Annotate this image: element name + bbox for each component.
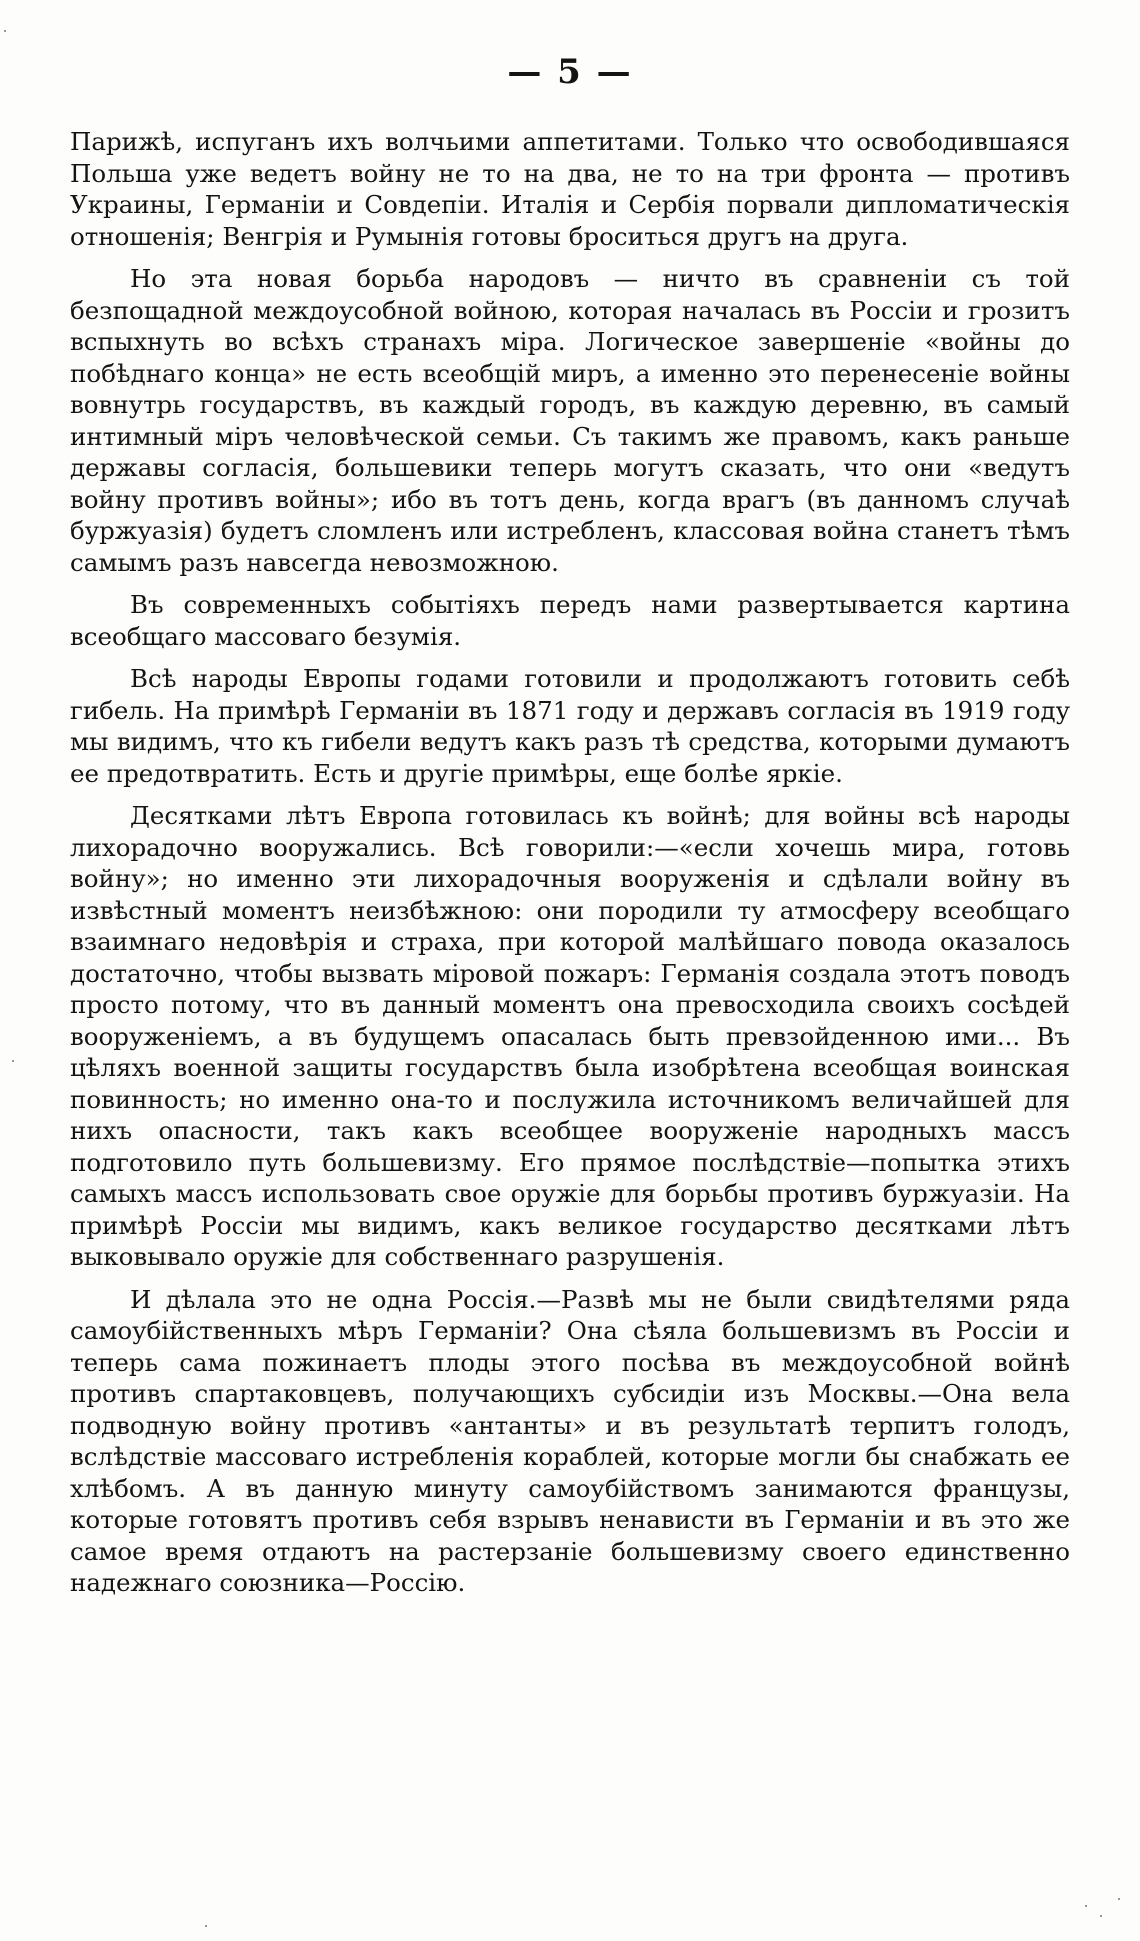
paragraph: Но эта новая борьба народовъ — ничто въ сравненіи съ той безпощадной междоусобной войною, которая началась въ Россіи и грозитъ вспыхнуть во всѣхъ странахъ міра. Логическое завершеніе «войны до побѣднаго конца» не есть всеобщій миръ, а именно это перенесеніе войны вовнутрь государствъ, въ каждый городъ, въ каждую деревню, въ самый интимный міръ человѣческой семьи. Съ такимъ же правомъ, какъ раньше державы согласія, большевики теперь могутъ сказать, что они «ведутъ войну противъ войны»; ибо въ тотъ день, когда врагъ (въ данномъ случаѣ буржуазія) будетъ сломленъ или истребленъ, классовая война станетъ тѣмъ самымъ разъ навсегда невозможною.	[70, 264, 1070, 577]
scan-speck	[1085, 1905, 1087, 1907]
body-text	[70, 126, 1070, 1610]
scan-speck	[4, 30, 6, 32]
paragraph-continuation: Парижѣ, испуганъ ихъ волчьими аппетитами. Только что освободившаяся Польша уже ведетъ войну не то на два, не то на три фронта — противъ Украины, Германіи и Совдепіи. Италія и Сербія порвали дипломатическія отношенія; Венгрія и Румынія готовы броситься другъ на друга.	[70, 127, 1070, 251]
paragraph: Всѣ народы Европы годами готовили и продолжаютъ готовить себѣ гибель. На примѣрѣ Германіи въ 1871 году и державъ согласія въ 1919 году мы видимъ, что къ гибели ведутъ какъ разъ тѣ средства, которыми думаютъ ее предотвратить. Есть и другіе примѣры, еще болѣе яркіе.	[70, 664, 1070, 788]
scan-speck	[205, 1925, 207, 1927]
paragraph: Десятками лѣтъ Европа готовилась къ войнѣ; для войны всѣ народы лихорадочно вооружались. Всѣ говорили:—«если хочешь мира, готовь войну»; но именно эти лихорадочныя вооруженія и сдѣлали войну въ извѣстный моментъ неизбѣжною: они породили ту атмосферу всеобщаго взаимнаго недовѣрія и страха, при которой малѣйшаго повода оказалось достаточно, чтобы вызвать міровой пожаръ: Германія создала этотъ поводъ просто потому, что въ данный моментъ она превосходила своихъ сосѣдей вооруженіемъ, а въ будущемъ опасалась быть превзойденною ими... Въ цѣляхъ военной защиты государствъ была изобрѣтена всеобщая воинская повинность; но именно она-то и послужила источникомъ величайшей для нихъ опасности, такъ какъ всеобщее вооруженіе народныхъ массъ подготовило путь большевизму. Его прямое послѣдствіе—попытка этихъ самыхъ массъ использовать свое оружіе для борьбы противъ буржуазіи. На примѣрѣ Россіи мы видимъ, какъ великое государство десятками лѣтъ выковывало оружіе для собственнаго разрушенія.	[70, 801, 1070, 1271]
paragraph: Въ современныхъ событіяхъ передъ нами развертывается картина всеобщаго массоваго безумія.	[70, 590, 1070, 651]
scan-speck	[1100, 1915, 1102, 1917]
paragraph: И дѣлала это не одна Россія.—Развѣ мы не были свидѣтелями ряда самоубійственныхъ мѣръ Германіи? Она сѣяла большевизмъ въ Россіи и теперь сама пожинаетъ плоды этого посѣва въ междоусобной войнѣ противъ спартаковцевъ, получающихъ субсидіи изъ Москвы.—Она вела подводную войну противъ «антанты» и въ результатѣ терпитъ голодъ, вслѣдствіе массоваго истребленія кораблей, которые могли бы снабжать ее хлѣбомъ. А въ данную минуту самоубійствомъ занимаются французы, которые готовятъ противъ себя взрывъ ненависти въ Германіи и въ это же самое время отдаютъ на растерзаніе большевизму своего единственно надежнаго союзника—Россію.	[70, 1284, 1070, 1597]
scan-speck	[12, 1060, 14, 1062]
page-number: — 5 —	[507, 52, 633, 92]
scan-speck	[1118, 1898, 1120, 1900]
